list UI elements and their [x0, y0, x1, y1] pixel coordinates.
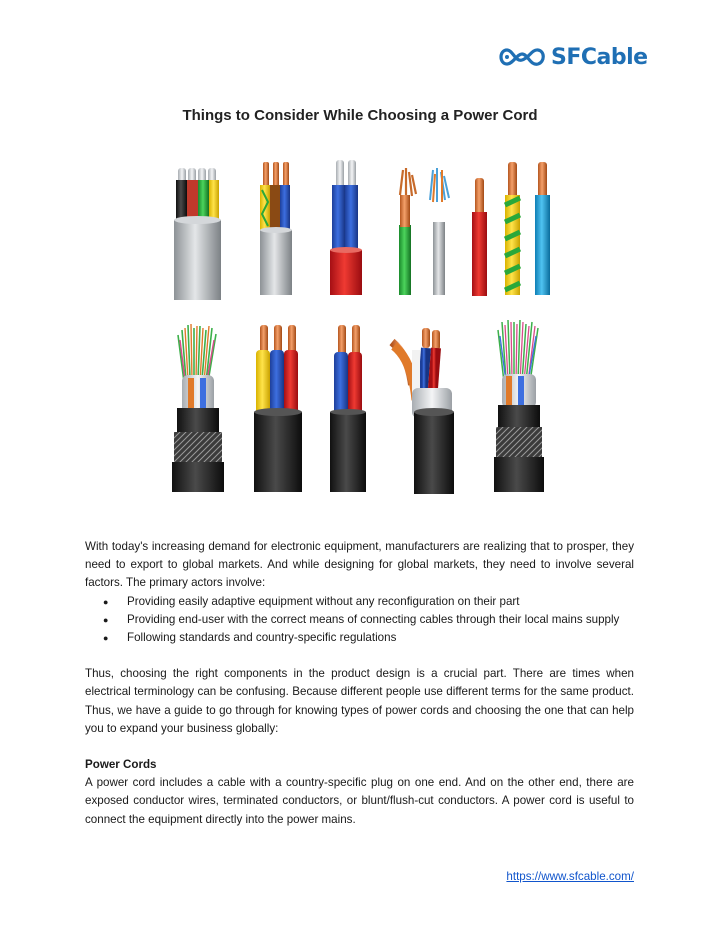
cable-yellow-green: [505, 162, 520, 295]
cable-black-2core: [330, 325, 366, 492]
intro-paragraph: With today's increasing demand for electronic equipment, manufacturers are realizing that to prosper, they need to export to global markets. And while designing for global markets, they need to involve several factors. The primary actors involve:: [85, 540, 634, 590]
section-heading: Power Cords: [85, 758, 157, 772]
cable-red-blue: [330, 160, 362, 295]
infinity-logo-icon: [497, 42, 547, 72]
cable-armored-pairs: [494, 320, 544, 492]
cable-armored-multicore: [172, 324, 224, 492]
cable-green-single: [399, 168, 416, 295]
list-item: ● Providing easily adaptive equipment without any reconfiguration on their part: [127, 593, 634, 611]
cable-grey-thin: [430, 168, 449, 295]
list-item: ● Following standards and country-specific regulations: [127, 629, 634, 647]
cable-red-single: [472, 178, 487, 296]
cable-grey-4core: [174, 168, 221, 300]
factors-list: [85, 593, 634, 648]
article-body: [85, 538, 634, 829]
cable-grey-multicolor: [260, 162, 292, 295]
cable-black-3core: [254, 325, 302, 492]
section-paragraph: A power cord includes a cable with a country-specific plug on one end. And on the other end, there are exposed conductor wires, terminated conductors, or blunt/flush-cut conductors. A power cord is useful to connect the equipment directly into the power mains.: [85, 776, 634, 826]
footer-link[interactable]: https://www.sfcable.com/: [506, 870, 634, 883]
list-item: ● Providing end-user with the correct means of connecting cables through their local mains supply: [127, 611, 634, 629]
cable-cyan-single: [535, 162, 550, 295]
brand-logo: [497, 42, 648, 72]
brand-name: SFCable: [551, 44, 648, 70]
guide-paragraph: Thus, choosing the right components in the product design is a crucial part. There are times when electrical terminology can be confusing. Because different people use different terms for the same product. Thus, we have a guide to go through for knowing types of power cords and choosing the one that can help you to expand your business globally:: [85, 667, 634, 735]
page-title: Things to Consider While Choosing a Power Cord: [182, 107, 538, 124]
cable-black-bent: [392, 328, 454, 494]
power-cables-illustration: [150, 150, 570, 500]
